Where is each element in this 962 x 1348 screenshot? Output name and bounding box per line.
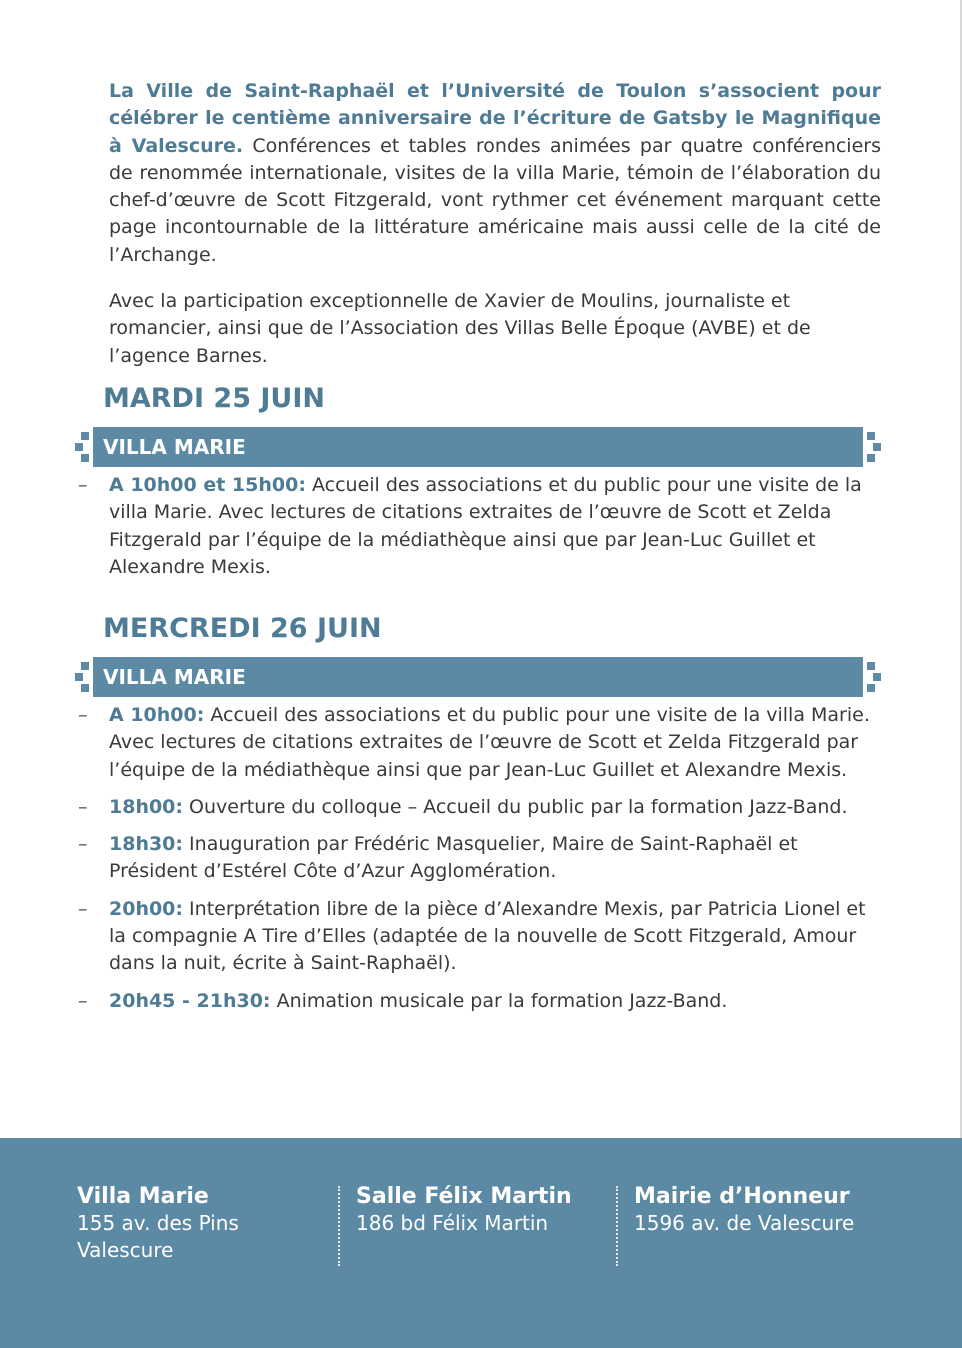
bullet-dash: – <box>78 989 88 1012</box>
day-items <box>78 702 888 1015</box>
item-text: Ouverture du colloque – Accueil du public par la formation Jazz-Band. <box>183 795 848 818</box>
intro-paragraph <box>109 78 881 269</box>
item-time: A 10h00: <box>109 704 205 726</box>
day-title-mardi: MARDI 25 JUIN <box>103 383 325 414</box>
item-time: 18h00: <box>109 795 184 818</box>
intro-lead: La Ville de Saint-Raphaël et l’Université de Toulon s’associent pour célébrer le centième anniversaire de l’écriture de Gatsby le Magnifique à Valescure. <box>109 80 881 157</box>
list-item <box>78 472 888 581</box>
band-ornament-right-icon <box>863 662 881 692</box>
item-text: Interprétation libre de la pièce d’Alexandre Mexis, par Patricia Lionel et la compagnie A Tire d’Elles (adaptée de la nouvelle de Scott Fitzgerald, Amour dans la nuit, écrite à Saint-Raphaël). <box>109 897 866 975</box>
participation-paragraph: Avec la participation exceptionnelle de Xavier de Moulins, journaliste et romancier, ainsi que de l’Association des Villas Belle Époque (AVBE) et de l’agence Barnes. <box>109 290 811 367</box>
intro-body: Conférences et tables rondes animées par quatre conférenciers de renommée internationale, visites de la villa Marie, témoin de l’élaboration du chef-d’œuvre de Scott Fitzgerald, vont rythmer cet événement marquant cette page incontournable de la littérature américaine mais aussi celle de la cité de l’Archange. <box>109 134 881 266</box>
bullet-dash: – <box>78 833 88 856</box>
item-time: 20h00: <box>109 897 184 920</box>
venue-name: Villa Marie <box>77 1184 209 1209</box>
band-ornament-left-icon <box>75 432 93 462</box>
footer-divider <box>616 1186 618 1266</box>
venue-band <box>75 427 881 467</box>
bullet-dash: – <box>78 704 88 726</box>
venue-mairie-honneur <box>634 1183 854 1237</box>
list-item <box>78 988 888 1015</box>
venue-address: 186 bd Félix Martin <box>356 1211 549 1235</box>
venue-address: 155 av. des Pins <box>77 1211 239 1235</box>
list-item <box>78 831 888 886</box>
intro-section <box>109 78 881 370</box>
venue-salle-felix-martin <box>356 1183 572 1237</box>
item-text: Inauguration par Frédéric Masquelier, Maire de Saint-Raphaël et Président d’Estérel Côte d’Azur Agglomération. <box>109 833 798 883</box>
item-time: A 10h00 et 15h00: <box>109 474 306 496</box>
band-ornament-left-icon <box>75 662 93 692</box>
band-ornament-right-icon <box>863 432 881 462</box>
footer-divider <box>338 1186 340 1266</box>
list-item <box>78 702 888 784</box>
item-time: 18h30: <box>109 833 184 856</box>
bullet-dash: – <box>78 897 88 920</box>
item-time: 20h45 - 21h30: <box>109 989 271 1012</box>
item-text: Accueil des associations et du public pour une visite de la villa Marie. Avec lectures de citations extraites de l’œuvre de Scott et Zelda Fitzgerald par l’équipe de la médiathèque ainsi que par Jean-Luc Guillet et Alexandre Mexis. <box>109 474 862 578</box>
list-item <box>78 896 888 978</box>
venue-address-line2: Valescure <box>77 1238 174 1262</box>
item-text: Animation musicale par la formation Jazz-Band. <box>270 989 728 1012</box>
venue-name: Mairie d’Honneur <box>634 1184 850 1209</box>
venue-name: Salle Félix Martin <box>356 1184 572 1209</box>
day-items <box>78 472 888 581</box>
footer-venues <box>0 1138 962 1348</box>
venue-label: VILLA MARIE <box>103 665 246 689</box>
item-text: Accueil des associations et du public pour une visite de la villa Marie. Avec lectures de citations extraites de l’œuvre de Scott et Zelda Fitzgerald par l’équipe de la médiathèque ainsi que par Jean-Luc Guillet et Alexandre Mexis. <box>109 704 870 781</box>
venue-villa-marie <box>77 1183 239 1264</box>
list-item <box>78 794 888 821</box>
day-title-mercredi: MERCREDI 26 JUIN <box>103 613 382 644</box>
venue-label: VILLA MARIE <box>103 435 246 459</box>
bullet-dash: – <box>78 795 88 818</box>
bullet-dash: – <box>78 474 88 496</box>
venue-band <box>75 657 881 697</box>
venue-address: 1596 av. de Valescure <box>634 1211 855 1235</box>
